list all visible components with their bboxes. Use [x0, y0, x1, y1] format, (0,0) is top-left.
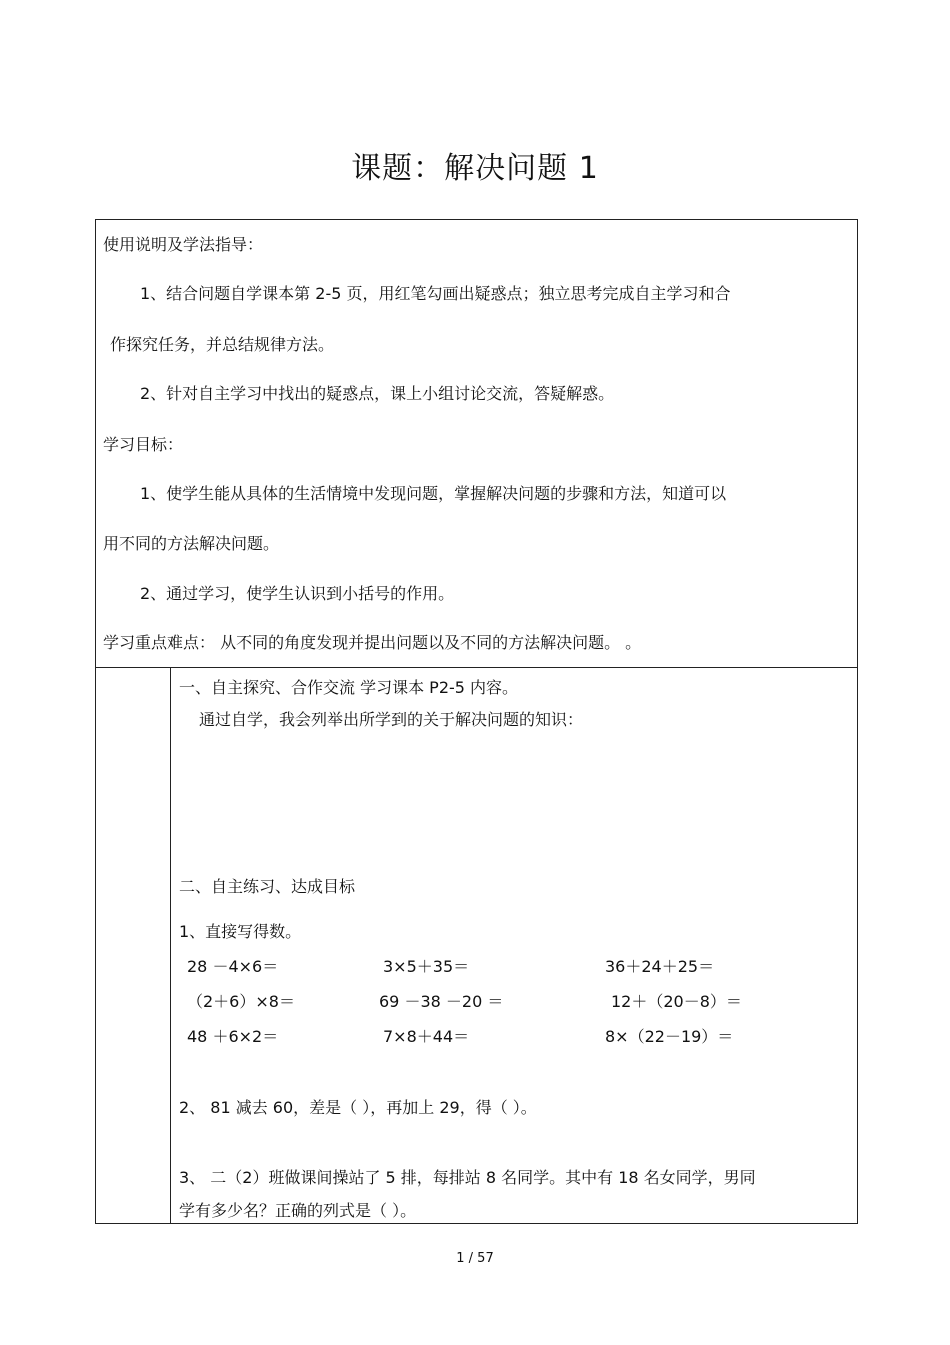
expr-r1-c2: 3×5＋35＝ — [383, 957, 470, 976]
guide-item-1: 1、结合问题自学课本第 2-5 页，用红笔勾画出疑惑点；独立思考完成自主学习和合 — [140, 284, 731, 303]
guide-item-1-cont: 作探究任务，并总结规律方法。 — [110, 335, 335, 354]
expr-r3-c1: 48 ＋6×2＝ — [187, 1027, 279, 1046]
expr-r2-c2: 69 －38 －20 ＝ — [379, 992, 504, 1011]
expr-r2-c3: 12＋（20－8）＝ — [611, 992, 742, 1011]
guide-heading: 使用说明及学法指导： — [103, 235, 264, 254]
page-number: 1 / 57 — [456, 1251, 494, 1266]
question-3-cont: 学有多少名？正确的列式是（ ）。 — [179, 1201, 417, 1220]
goals-item-1: 1、使学生能从具体的生活情境中发现问题，掌握解决问题的步骤和方法，知道可以 — [140, 484, 727, 503]
expr-r3-c2: 7×8＋44＝ — [383, 1027, 470, 1046]
section-2-heading: 二、自主练习、达成目标 — [179, 877, 356, 896]
question-3: 3、 二（2）班做课间操站了 5 排，每排站 8 名同学。其中有 18 名女同学，男同 — [179, 1168, 756, 1187]
column-divider — [170, 668, 171, 1223]
expr-r1-c3: 36＋24＋25＝ — [605, 957, 715, 976]
section-1-heading: 一、自主探究、合作交流 学习课本 P2-5 内容。 — [179, 678, 519, 697]
expr-r2-c1: （2＋6）×8＝ — [187, 992, 295, 1011]
question-2: 2、 81 减去 60，差是（ ），再加上 29，得（ ）。 — [179, 1098, 537, 1117]
guide-item-2: 2、针对自主学习中找出的疑惑点，课上小组讨论交流，答疑解惑。 — [140, 384, 615, 403]
page-title: 课题：解决问题 1 — [351, 151, 599, 186]
goals-item-2: 2、通过学习，使学生认识到小括号的作用。 — [140, 584, 455, 603]
goals-heading: 学习目标： — [103, 435, 184, 454]
goals-item-1-cont: 用不同的方法解决问题。 — [103, 534, 280, 553]
key-points: 学习重点难点： 从不同的角度发现并提出问题以及不同的方法解决问题。 。 — [103, 633, 642, 652]
question-1-title: 1、直接写得数。 — [179, 922, 302, 941]
expr-r1-c1: 28 －4×6＝ — [187, 957, 279, 976]
exercise-box — [95, 667, 858, 1224]
expr-r3-c3: 8×（22－19）＝ — [605, 1027, 734, 1046]
section-1-prompt: 通过自学，我会列举出所学到的关于解决问题的知识： — [199, 710, 584, 729]
